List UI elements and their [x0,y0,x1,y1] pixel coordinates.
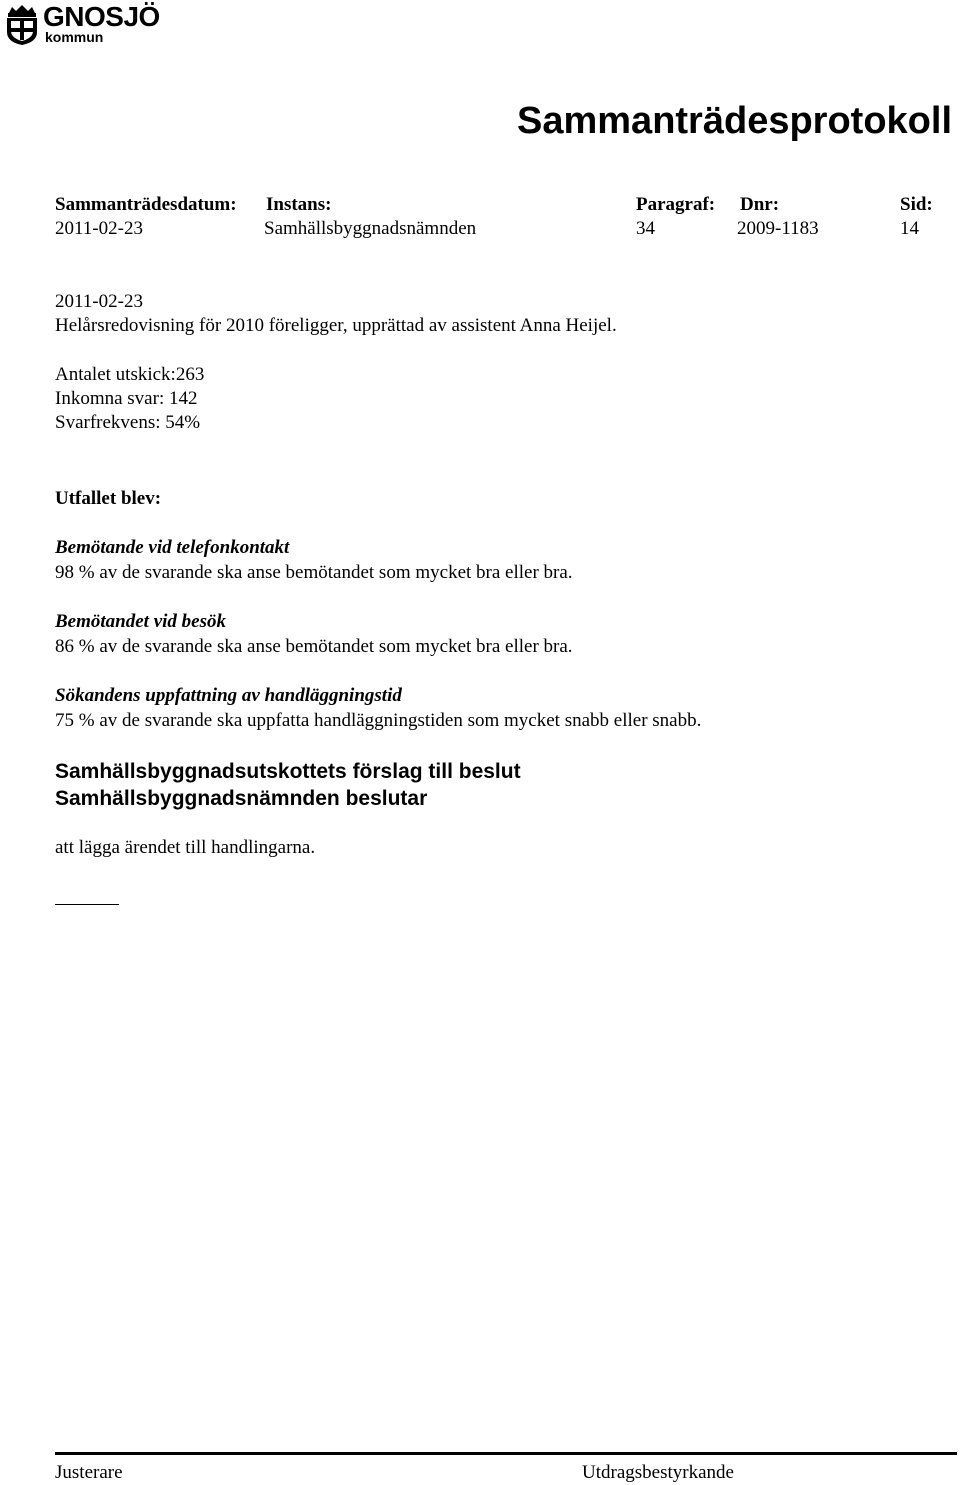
intro-date: 2011-02-23 [55,291,143,312]
result-text-visit: 86 % av de svarande ska anse bemötandet som mycket bra eller bra. [55,636,573,657]
stat-response-rate: Svarfrekvens: 54% [55,412,201,433]
date-value: 2011-02-23 [55,218,143,239]
document-title: Sammanträdesprotokoll [517,100,952,142]
result-title-phone: Bemötande vid telefonkontakt [55,537,290,558]
page-label: Sid: [900,194,933,215]
instance-value: Samhällsbyggnadsnämnden [264,218,477,239]
results-heading: Utfallet blev: [55,488,162,509]
result-text-processing: 75 % av de svarande ska uppfatta handläggningstiden som mycket snabb eller snabb. [55,710,702,731]
municipality-logo [3,1,173,46]
footer-certification: Utdragsbestyrkande [582,1462,734,1483]
decision-heading: Samhällsbyggnadsnämnden beslutar [55,787,428,810]
logo-name: GNOSJÖ [43,1,160,32]
footer-adjuster: Justerare [55,1462,123,1483]
instance-label: Instans: [266,194,332,215]
footer-rule [55,1452,957,1455]
paragraph-value: 34 [636,218,655,239]
decision-text: att lägga ärendet till handlingarna. [55,837,316,858]
stat-received: Inkomna svar: 142 [55,388,198,409]
date-label: Sammanträdesdatum: [55,194,237,215]
result-title-visit: Bemötandet vid besök [55,611,226,632]
crowned-shield-emblem-icon [3,4,41,46]
dnr-label: Dnr: [740,194,780,215]
intro-summary: Helårsredovisning för 2010 föreligger, upprättad av assistent Anna Heijel. [55,315,617,336]
end-rule [55,904,119,905]
proposal-heading: Samhällsbyggnadsutskottets förslag till beslut [55,760,521,783]
stat-sent: Antalet utskick:263 [55,364,205,385]
paragraph-label: Paragraf: [636,194,716,215]
result-text-phone: 98 % av de svarande ska anse bemötandet som mycket bra eller bra. [55,562,573,583]
page-value: 14 [900,218,919,239]
dnr-value: 2009-1183 [737,218,819,239]
result-title-processing: Sökandens uppfattning av handläggningstid [55,685,402,706]
logo-subtitle: kommun [45,29,104,45]
